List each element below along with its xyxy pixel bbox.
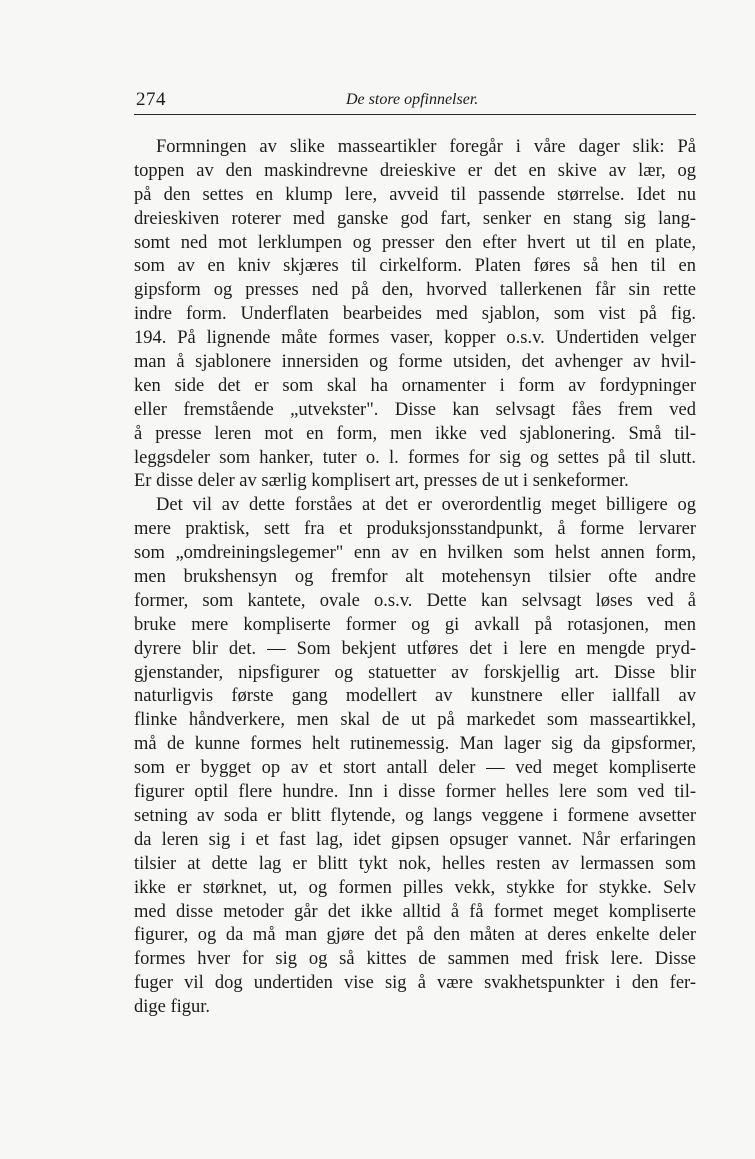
text-line: somt ned mot lerklumpen og presser den efter hvert ut til en plate,: [134, 232, 696, 253]
text-line: setning av soda er blitt flytende, og langs veggene i formene avsetter: [134, 805, 696, 826]
text-line: da leren sig i et fast lag, idet gipsen opsuger vannet. Når erfaringen: [134, 829, 696, 850]
text-line: ken side det er som skal ha ornamenter i form av fordypninger: [134, 375, 696, 396]
text-line: gipsform og presses ned på den, hvorved tallerkenen får sin rette: [134, 280, 696, 301]
text-line: toppen av den maskindrevne dreieskive er det en skive av lær, og: [134, 160, 696, 181]
text-line: med disse metoder går det ikke alltid å få formet meget kompliserte: [134, 901, 696, 922]
text-line: man å sjablonere innersiden og forme utsiden, det avhenger av hvil-: [134, 352, 696, 373]
text-line: dreieskiven roterer med ganske god fart, senker en stang sig lang-: [134, 208, 696, 229]
text-line: må de kunne formes helt rutinemessig. Man lager sig da gipsformer,: [134, 734, 696, 755]
text-line: formes hver for sig og så kittes de sammen med frisk lere. Disse: [134, 949, 696, 970]
text-line: som er bygget op av et stort antall deler — ved meget kompliserte: [134, 758, 696, 779]
text-line: mere praktisk, sett fra et produksjonsstandpunkt, å forme lervarer: [134, 519, 696, 540]
text-line: dige figur.: [134, 997, 211, 1018]
text-line: naturligvis første gang modellert av kunstnere eller iallfall av: [134, 686, 696, 707]
text-line: å presse leren mot en form, men ikke ved sjablonering. Små til-: [134, 423, 696, 444]
text-line: ikke er størknet, ut, og formen pilles vekk, stykke for stykke. Selv: [134, 877, 696, 898]
text-line: figurer optil flere hundre. Inn i disse former helles lere som ved til-: [134, 782, 696, 803]
text-line: som „omdreiningslegemer" enn av en hvilken som helst annen form,: [134, 543, 696, 564]
text-line: fuger vil dog undertiden vise sig å være svakhetspunkter i den fer-: [134, 973, 696, 994]
text-line: former, som kantete, ovale o.s.v. Dette kan selvsagt løses ved å: [134, 590, 696, 611]
text-line: tilsier at dette lag er blitt tykt nok, helles resten av lermassen som: [134, 853, 696, 874]
text-line: Formningen av slike masseartikler foregår i våre dager slik: På: [156, 137, 696, 157]
page-number: 274: [136, 89, 166, 110]
text-line: eller fremstående „utvekster". Disse kan selvsagt fåes frem ved: [134, 399, 696, 420]
running-title: De store opfinnelser.: [346, 91, 479, 108]
text-line: leggsdeler som hanker, tuter o. l. formes for sig og settes på til slutt.: [134, 447, 696, 468]
text-line: dyrere blir det. — Som bekjent utføres det i lere en mengde pryd-: [134, 638, 696, 659]
text-line: 194. På lignende måte formes vaser, kopper o.s.v. Undertiden velger: [134, 328, 696, 349]
text-line: bruke mere kompliserte former og gi avkall på rotasjonen, men: [134, 614, 696, 635]
text-line: som av en kniv skjæres til cirkelform. Platen føres så hen til en: [134, 256, 696, 277]
text-line: flinke håndverkere, men skal de ut på markedet som masseartikkel,: [134, 710, 696, 731]
text-line: indre form. Underflaten bearbeides med sjablon, som vist på fig.: [134, 304, 696, 325]
text-line: gjenstander, nipsfigurer og statuetter av forskjellig art. Disse blir: [134, 662, 696, 683]
text-line: på den settes en klump lere, avveid til passende størrelse. Idet nu: [134, 184, 696, 205]
text-line: Er disse deler av særlig komplisert art, presses de ut i senkeformer.: [134, 471, 629, 492]
text-line: Det vil av dette forståes at det er overordentlig meget billigere og: [156, 495, 696, 516]
page-header: [134, 88, 696, 115]
text-line: men brukshensyn og fremfor alt motehensyn tilsier ofte andre: [134, 567, 696, 588]
text-line: figurer, og da må man gjøre det på den måten at deres enkelte deler: [134, 925, 696, 946]
body-text: [134, 136, 696, 1020]
